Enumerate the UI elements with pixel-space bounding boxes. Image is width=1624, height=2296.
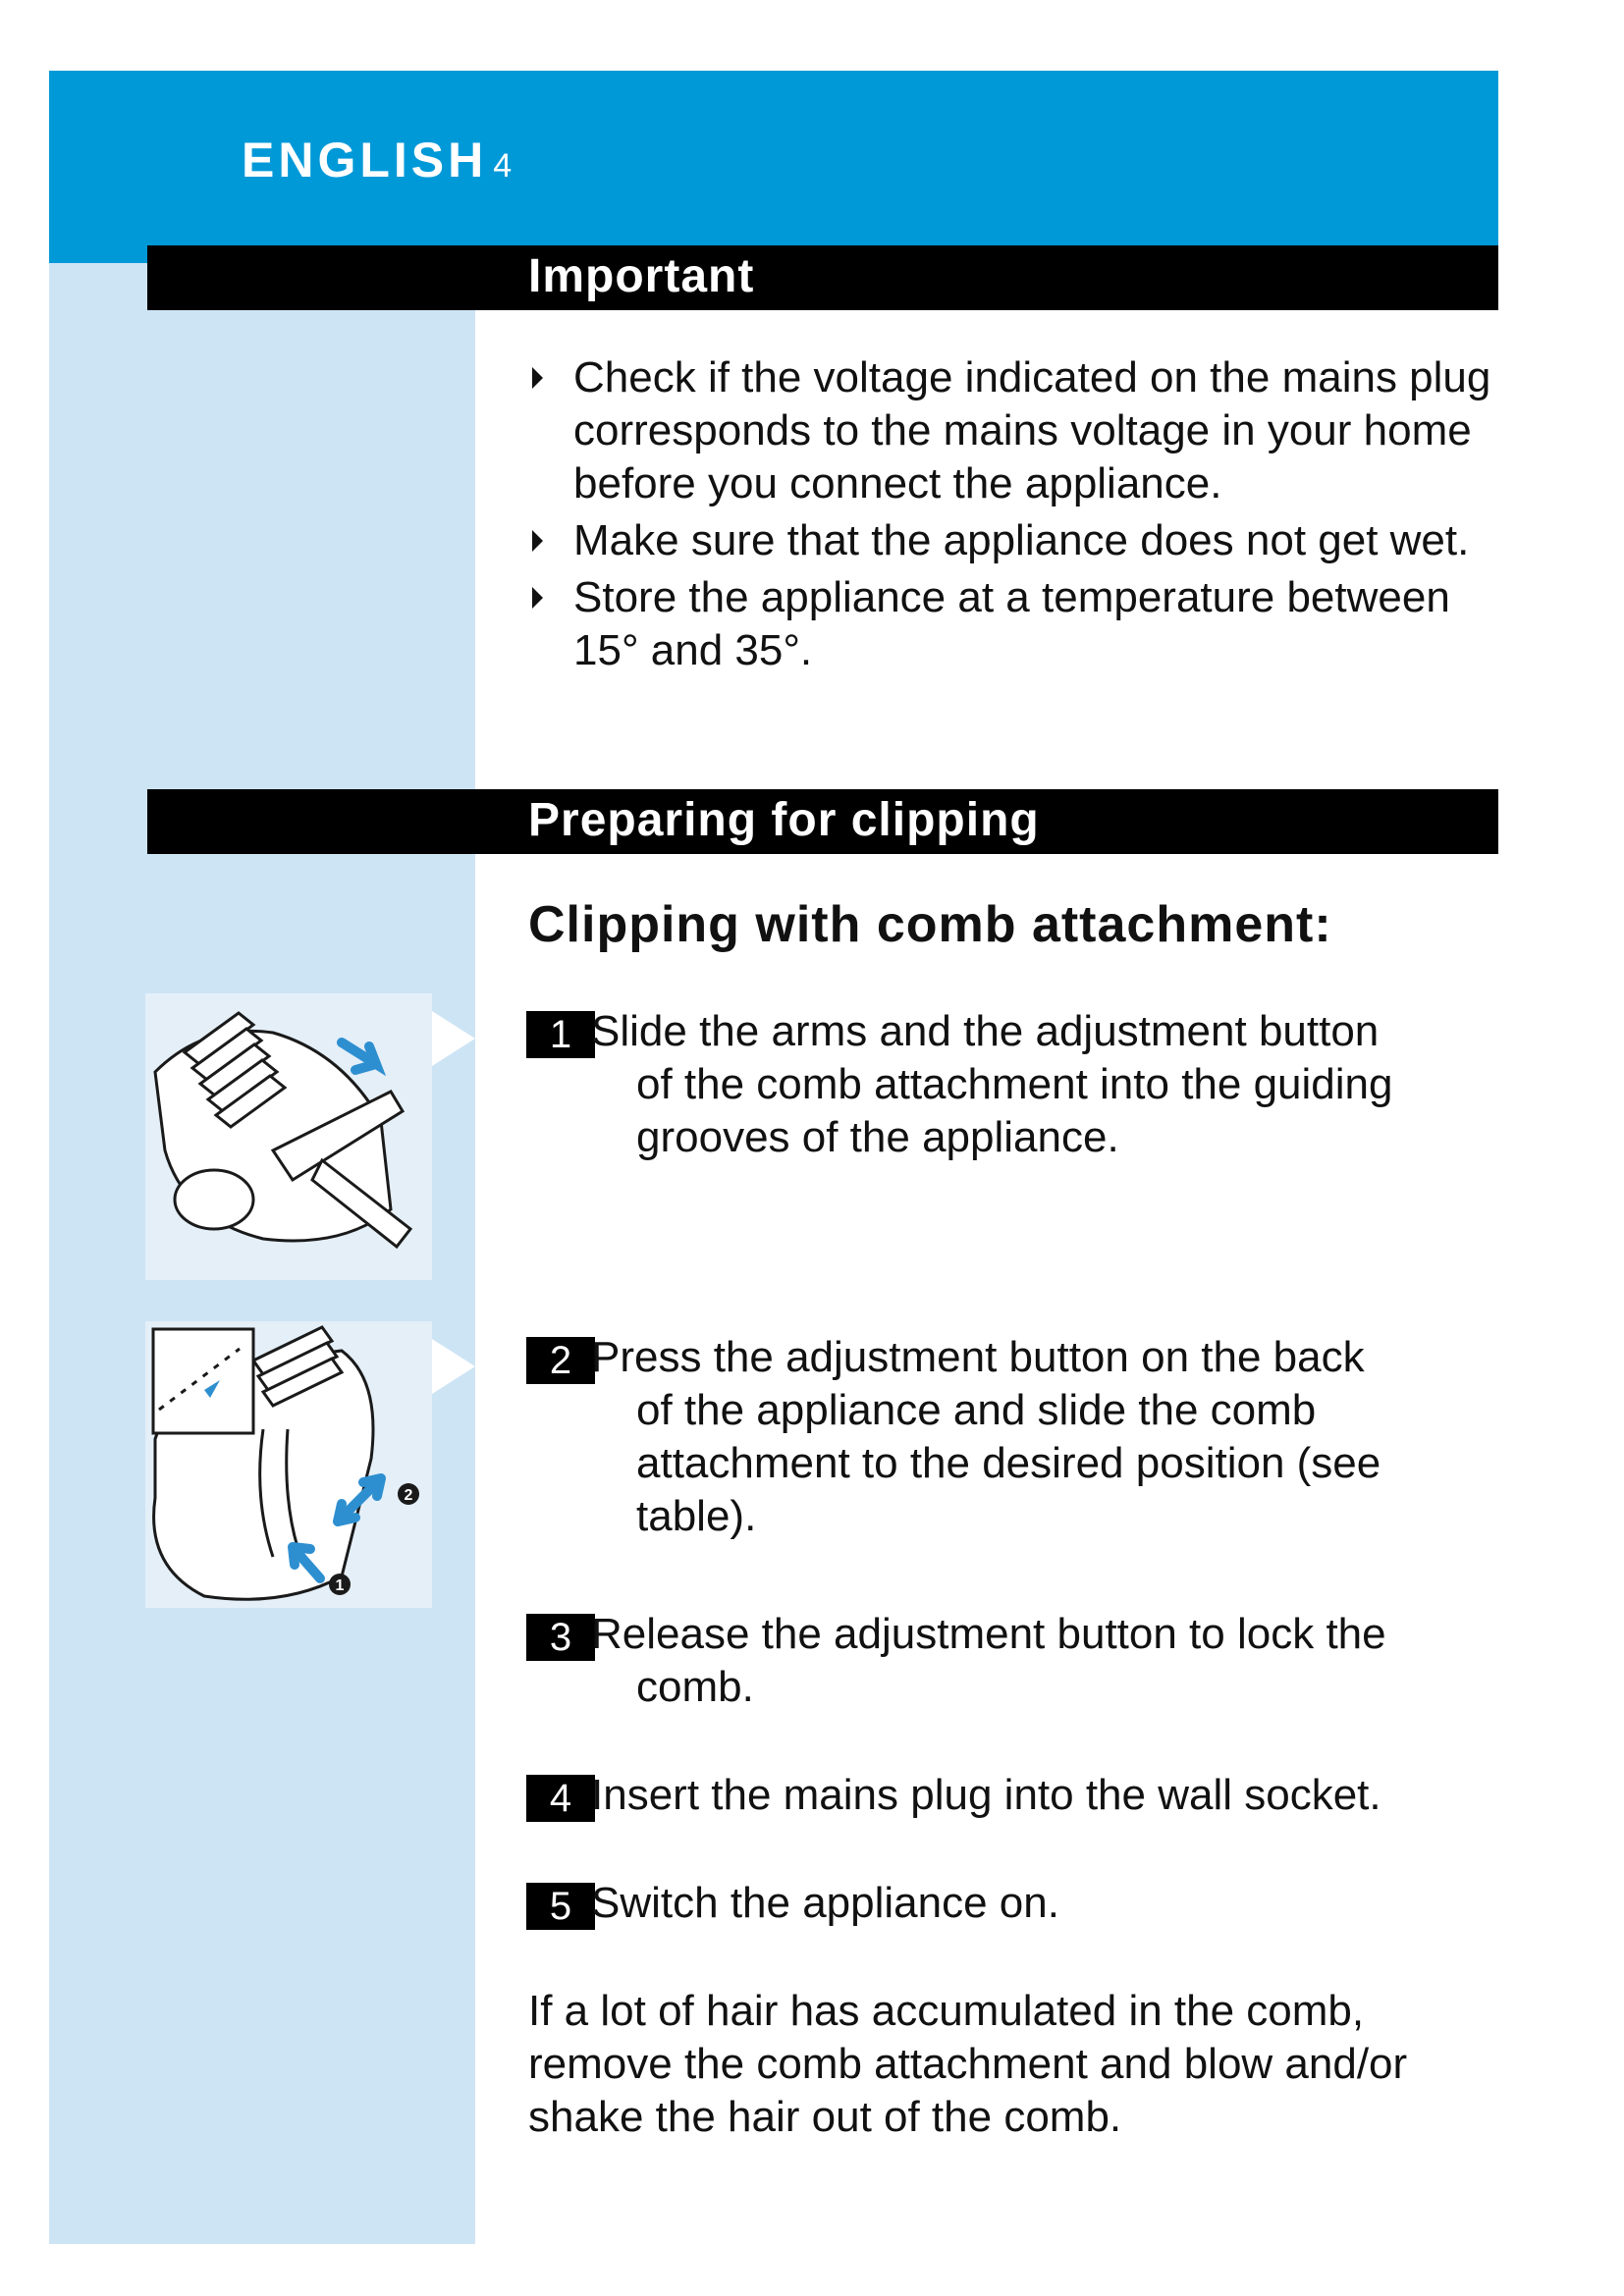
bullet-text: Check if the voltage indicated on the mains plug corresponds to the mains voltage in your home before you connect the appliance. bbox=[573, 353, 1491, 507]
bullet-item bbox=[526, 514, 1508, 567]
adjust-comb-drawing bbox=[145, 1321, 432, 1608]
bullet-item bbox=[526, 571, 1508, 677]
bullet-text: Store the appliance at a temperature between 15° and 35°. bbox=[573, 573, 1450, 674]
page-number: 4 bbox=[493, 147, 513, 185]
step-text: Release the adjustment button to lock the bbox=[591, 1610, 1386, 1658]
section-subtitle: Clipping with comb attachment: bbox=[528, 896, 1332, 953]
bullet-marker-icon bbox=[532, 587, 543, 609]
language-label bbox=[242, 132, 512, 188]
step-continuation: comb. bbox=[636, 1663, 754, 1711]
callout-2: 2 bbox=[404, 1487, 413, 1504]
illustration-adjust-comb bbox=[145, 1321, 432, 1608]
step-text: Switch the appliance on. bbox=[591, 1879, 1059, 1927]
important-bar bbox=[147, 245, 1498, 310]
pointer-arrow-icon bbox=[432, 1011, 475, 1066]
step-number-badge: 4 bbox=[526, 1775, 595, 1822]
bullet-marker-icon bbox=[532, 367, 543, 389]
callout-1: 1 bbox=[335, 1577, 345, 1594]
bullet-item bbox=[526, 351, 1508, 510]
illustration-attach-comb bbox=[145, 993, 432, 1280]
language-text: ENGLISH bbox=[242, 133, 488, 187]
step-number-badge: 5 bbox=[526, 1883, 595, 1930]
bullet-text: Make sure that the appliance does not get wet. bbox=[573, 516, 1470, 564]
step-continuation: of the appliance and slide the comb attachment to the desired position (see table). bbox=[636, 1386, 1381, 1540]
cleaning-note: If a lot of hair has accumulated in the comb, remove the comb attachment and blow and/or shake the hair out of the comb. bbox=[528, 1987, 1408, 2141]
step-number-badge: 3 bbox=[526, 1614, 595, 1661]
preparing-title: Preparing for clipping bbox=[528, 794, 1040, 846]
important-bullets bbox=[526, 351, 1508, 681]
important-title: Important bbox=[528, 250, 755, 302]
step-continuation: of the comb attachment into the guiding grooves of the appliance. bbox=[636, 1060, 1393, 1161]
preparing-bar bbox=[147, 789, 1498, 854]
attach-comb-drawing bbox=[145, 993, 432, 1280]
step-number-badge: 2 bbox=[526, 1337, 595, 1384]
step-number-badge: 1 bbox=[526, 1011, 595, 1058]
bullet-marker-icon bbox=[532, 530, 543, 552]
pointer-arrow-icon bbox=[432, 1339, 475, 1394]
step-text: Insert the mains plug into the wall socket. bbox=[591, 1771, 1381, 1819]
step-text: Slide the arms and the adjustment button bbox=[591, 1007, 1380, 1055]
step-text: Press the adjustment button on the back bbox=[591, 1333, 1365, 1381]
